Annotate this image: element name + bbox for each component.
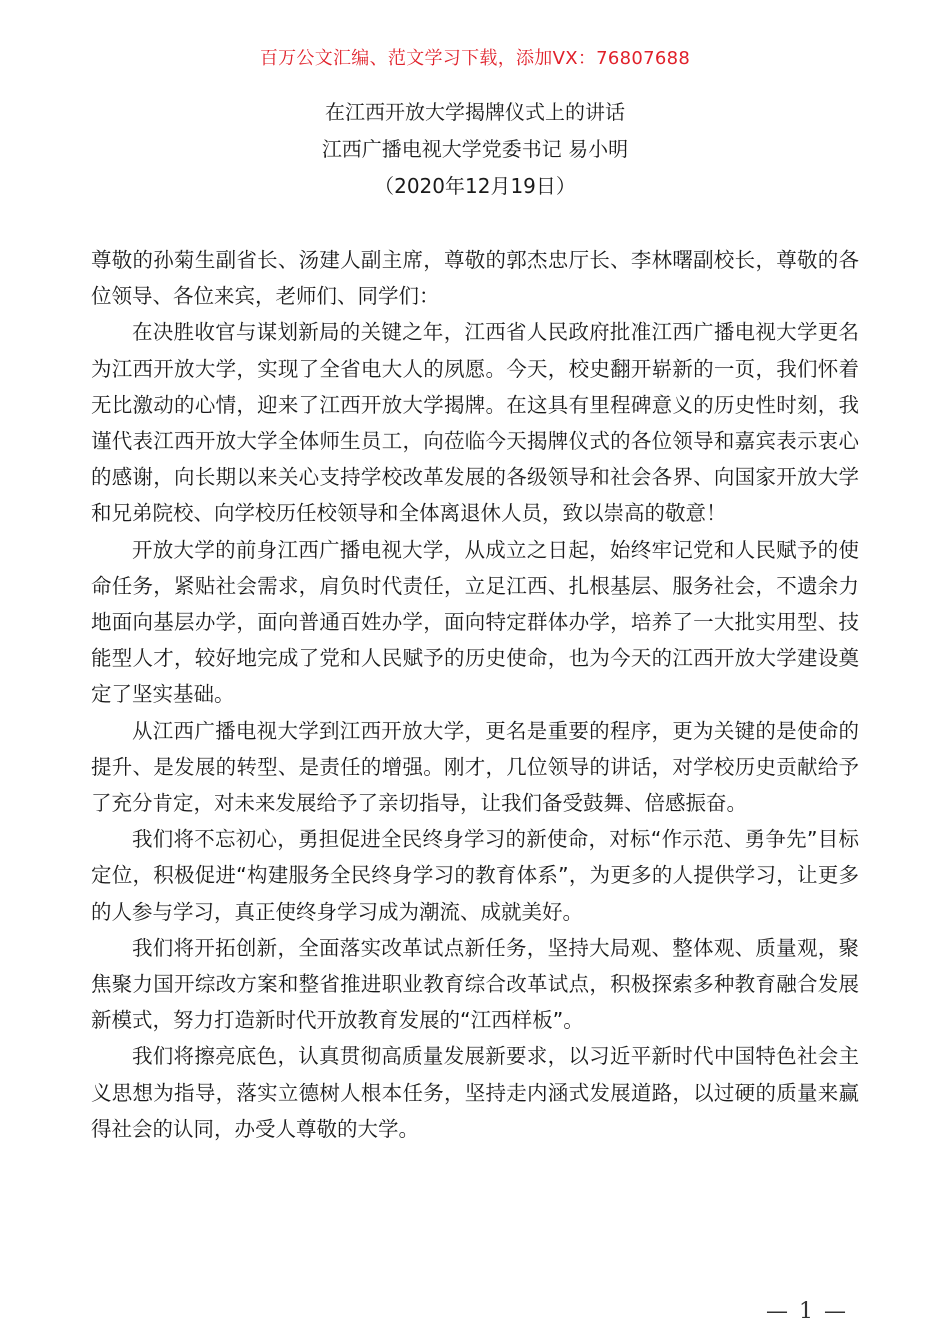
body-paragraph: 我们将开拓创新，全面落实改革试点新任务，坚持大局观、整体观、质量观，聚焦聚力国开综改方案和整省推进职业教育综合改革试点，积极探索多种教育融合发展新模式，努力打造新时代开放教育发展的“江西样板”。 [91, 935, 859, 1033]
body-paragraph: 在决胜收官与谋划新局的关键之年，江西省人民政府批准江西广播电视大学更名为江西开放大学，实现了全省电大人的夙愿。今天，校史翻开崭新的一页，我们怀着无比激动的心情，迎来了江西开放大学揭牌。在这具有里程碑意义的历史性时刻，我谨代表江西开放大学全体师生员工，向莅临今天揭牌仪式的各位领导和嘉宾表示衷心的感谢，向长期以来关心支持学校改革发展的各级领导和社会各界、向国家开放大学和兄弟院校、向学校历任校领导和全体离退休人员，致以崇高的敬意！ [91, 320, 859, 526]
promo-banner: 百万公文汇编、范文学习下载，添加VX：76807688 [259, 48, 691, 69]
body-paragraph: 我们将擦亮底色，认真贯彻高质量发展新要求，以习近平新时代中国特色社会主义思想为指导，落实立德树人根本任务，坚持走内涵式发展道路，以过硬的质量来赢得社会的认同，办受人尊敬的大学。 [91, 1044, 859, 1141]
page-number: — 1 — [766, 1299, 848, 1324]
body-paragraph: 从江西广播电视大学到江西开放大学，更名是重要的程序，更为关键的是使命的提升、是发展的转型、是责任的增强。刚才，几位领导的讲话，对学校历史贡献给予了充分肯定，对未来发展给予了亲切指导，让我们备受鼓舞、倍感振奋。 [91, 718, 859, 816]
speech-title: 在江西开放大学揭牌仪式上的讲话 [325, 100, 625, 124]
speech-body [91, 242, 859, 1147]
body-paragraph: 开放大学的前身江西广播电视大学，从成立之日起，始终牢记党和人民赋予的使命任务，紧贴社会需求，肩负时代责任，立足江西、扎根基层、服务社会，不遗余力地面向基层办学，面向普通百姓办学，面向特定群体办学，培养了一大批实用型、技能型人才，较好地完成了党和人民赋予的历史使命，也为今天的江西开放大学建设奠定了坚实基础。 [91, 537, 859, 707]
body-paragraph: 我们将不忘初心，勇担促进全民终身学习的新使命，对标“作示范、勇争先”目标定位，积极促进“构建服务全民终身学习的教育体系”，为更多的人提供学习，让更多的人参与学习，真正使终身学习成为潮流、成就美好。 [91, 827, 859, 924]
speaker-line: 江西广播电视大学党委书记 易小明 [321, 137, 629, 161]
speech-date: （2020年12月19日） [374, 174, 576, 198]
salutation: 尊敬的孙菊生副省长、汤建人副主席，尊敬的郭杰忠厅长、李林曙副校长，尊敬的各位领导、各位来宾，老师们、同学们： [91, 248, 859, 309]
